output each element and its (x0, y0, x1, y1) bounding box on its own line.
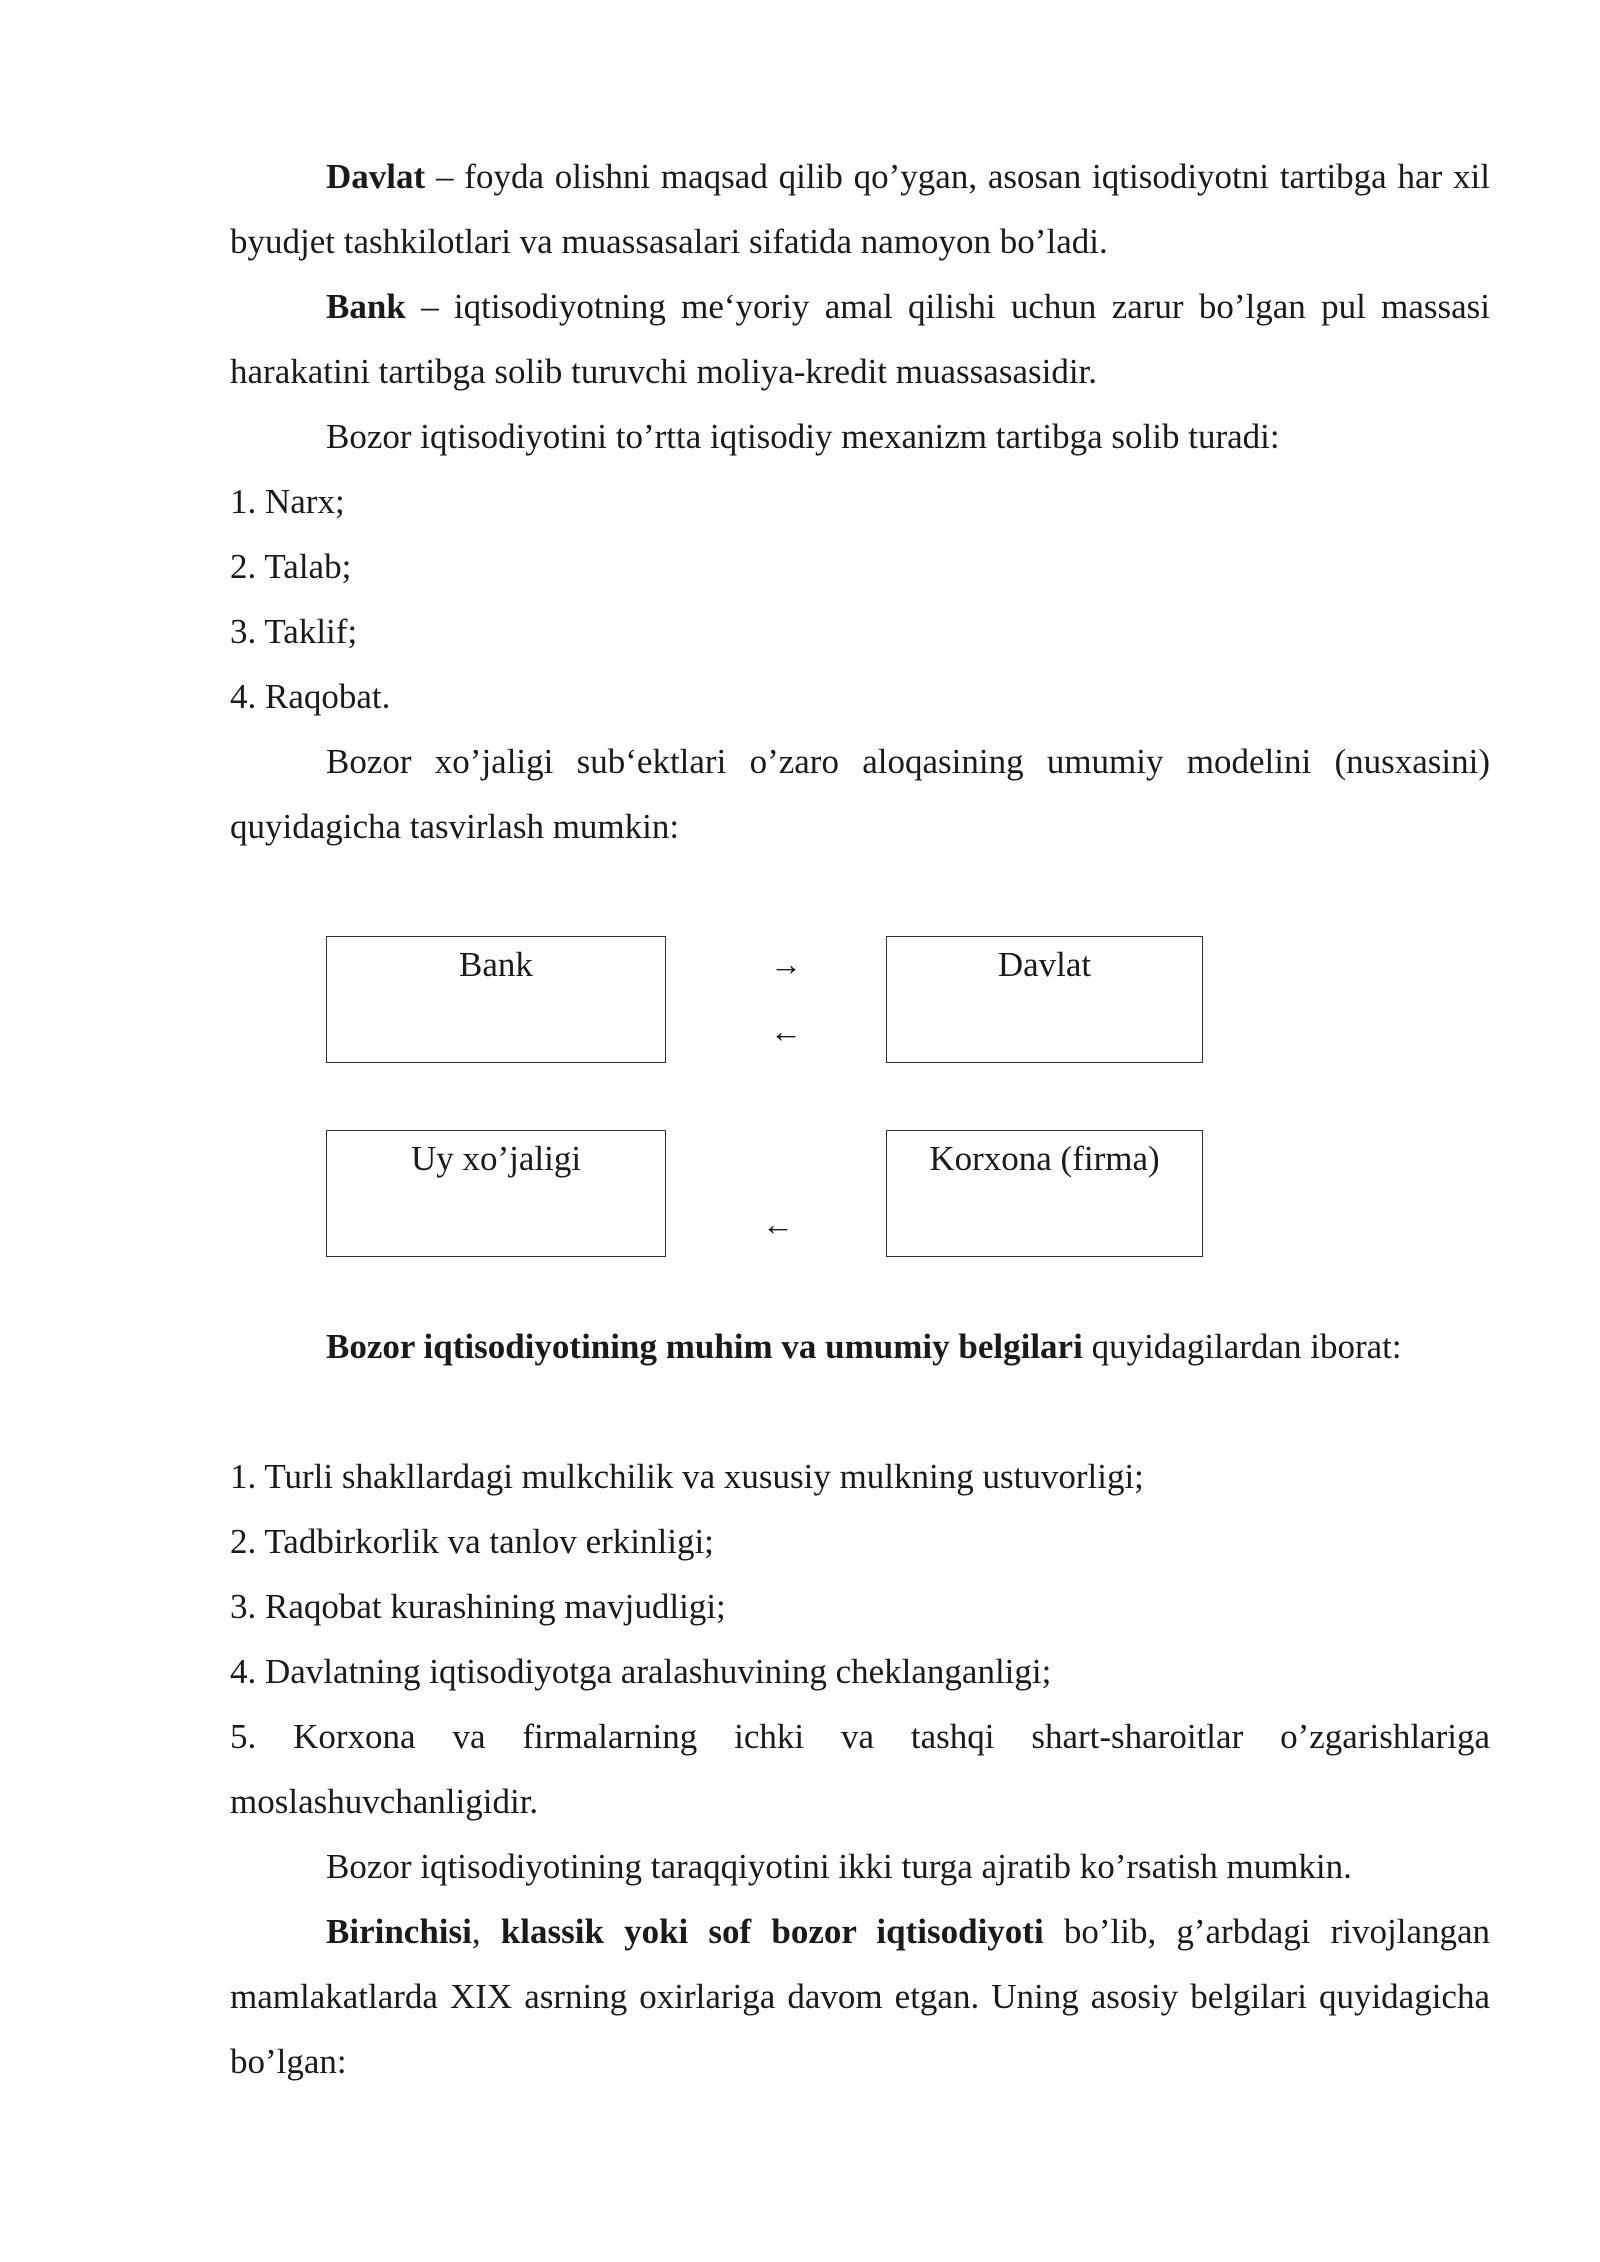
paragraph-text: Bozor iqtisodiyotini to’rtta iqtisodiy mexanizm tartibga solib turadi: (326, 417, 1280, 456)
box-uy-xojaligi (326, 1130, 666, 1257)
arrow-left-icon: ← (770, 1013, 802, 1049)
paragraph-features-intro (230, 1314, 1490, 1379)
paragraph-first-type (230, 1899, 1490, 2094)
term-birinchisi: Birinchisi (326, 1912, 472, 1951)
paragraph-text: quyidagilardan iborat: (1082, 1327, 1402, 1366)
box-davlat (886, 936, 1203, 1063)
arrow-left-icon: ← (762, 1206, 794, 1242)
list-item: 1. Turli shakllardagi mulkchilik va xususiy mulkning ustuvorligi; (230, 1457, 1144, 1496)
list-item: 5. Korxona va firmalarning ichki va tashqi shart-sharoitlar o’zgarishlariga moslashuvchanligidir. (230, 1717, 1490, 1821)
list-item: 1. Narx; (230, 482, 345, 521)
paragraph-davlat (230, 144, 1490, 274)
box-label: Korxona (firma) (929, 1139, 1160, 1178)
paragraph-text: – foyda olishni maqsad qilib qo’ygan, asosan iqtisodiyotni tartibga har xil byudjet tashkilotlari va muassasalari sifatida namoyon bo’ladi. (230, 157, 1490, 261)
paragraph-two-types (230, 1834, 1490, 1899)
paragraph-text: – iqtisodiyotning me‘yoriy amal qilishi uchun zarur bo’lgan pul massasi harakatini tartibga solib turuvchi moliya-kredit muassasasidir. (230, 287, 1490, 391)
term-classic-market: klassik yoki sof bozor iqtisodiyoti (500, 1912, 1044, 1951)
list-item: 4. Davlatning iqtisodiyotga aralashuvining cheklanganligi; (230, 1652, 1052, 1691)
box-label: Bank (459, 945, 533, 984)
list-item: 4. Raqobat. (230, 677, 391, 716)
paragraph-bank (230, 274, 1490, 404)
paragraph-text: Bozor iqtisodiyotining taraqqiyotini ikki turga ajratib ko’rsatish mumkin. (326, 1847, 1352, 1886)
paragraph-text: Bozor xo’jaligi sub‘ektlari o’zaro aloqasining umumiy modelini (nusxasini) quyidagicha tasvirlash mumkin: (230, 742, 1490, 846)
box-label: Davlat (997, 945, 1092, 984)
paragraph-text: bo’lib, g’arbdagi rivojlangan mamlakatlarda XIX asrning oxirlariga davom etgan. Uning asosiy belgilari quyidagicha bo’lgan: (230, 1912, 1491, 2081)
term-features: Bozor iqtisodiyotining muhim va umumiy belgilari (326, 1327, 1083, 1366)
list-item: 2. Tadbirkorlik va tanlov erkinligi; (230, 1522, 714, 1561)
arrow-right-icon: → (770, 946, 802, 982)
comma-text: , (471, 1912, 501, 1951)
list-item: 3. Raqobat kurashining mavjudligi; (230, 1587, 726, 1626)
term-davlat: Davlat (326, 157, 426, 196)
box-korxona (886, 1130, 1203, 1257)
paragraph-model (230, 729, 1490, 859)
term-bank: Bank (326, 287, 406, 326)
list-item: 2. Talab; (230, 547, 352, 586)
paragraph-mechanisms (230, 404, 1490, 469)
box-bank (326, 936, 666, 1063)
list-item: 3. Taklif; (230, 612, 358, 651)
box-label: Uy xo’jaligi (410, 1139, 582, 1178)
